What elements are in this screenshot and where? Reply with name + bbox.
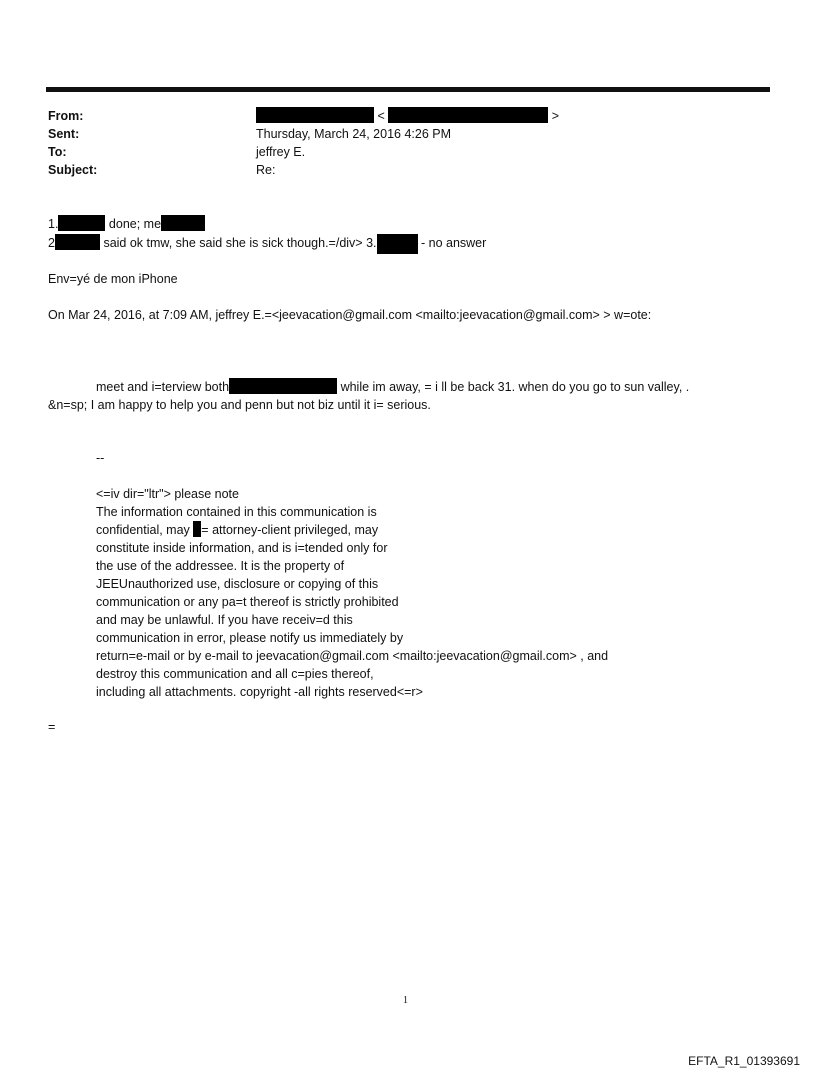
to-value: jeffrey E. [256,145,306,159]
redaction-block [161,215,205,231]
disclaimer-line-2: confidential, may = attorney-client privileged, may [96,523,379,537]
quote-intro: On Mar 24, 2016, at 7:09 AM, jeffrey E.=<jeevacation@gmail.com <mailto:jeevacation@gmail.com> > w=ote: [48,308,652,322]
trailing-equals: = [48,720,56,734]
redaction-block [377,234,418,254]
redaction-block [55,234,100,250]
subject-value: Re: [256,163,276,177]
disclaimer-line-6: communication or any pa=t thereof is strictly prohibited [96,595,399,609]
from-label: From: [48,109,84,123]
redaction-block [58,215,105,231]
to-label: To: [48,145,67,159]
page-number: 1 [403,995,408,1006]
subject-label: Subject: [48,163,98,177]
quoted-paragraph-line-1: meet and i=terview both while im away, = i ll be back 31. when do you go to sun valley, . [96,380,690,394]
disclaimer-line-3: constitute inside information, and is i=tended only for [96,541,388,555]
redaction-block [229,378,337,394]
body-line-1: 1. done; me [48,215,205,233]
disclaimer-line-4: the use of the addressee. It is the property of [96,559,345,573]
sent-value: Thursday, March 24, 2016 4:26 PM [256,127,452,141]
disclaimer-line-5: JEEUnauthorized use, disclosure or copying of this [96,577,379,591]
disclaimer-line-11: including all attachments. copyright -all rights reserved<=r> [96,685,423,699]
quoted-paragraph-line-2: &n=sp; I am happy to help you and penn but not biz until it i= serious. [48,398,431,412]
div-line: <=iv dir="ltr"> please note [96,487,239,501]
redaction-block [388,107,548,123]
body-line-2: 2 said ok tmw, she said she is sick though.=/div> 3. - no answer [48,234,486,254]
document-id: EFTA_R1_01393691 [688,1054,800,1068]
signature-dashes: -- [96,451,105,465]
disclaimer-line-8: communication in error, please notify us immediately by [96,631,404,645]
disclaimer-line-10: destroy this communication and all c=pies thereof, [96,667,374,681]
header-rule [46,87,770,92]
signature-line: Env=yé de mon iPhone [48,272,178,286]
sent-label: Sent: [48,127,80,141]
redaction-block [256,107,374,123]
from-value [256,107,559,125]
disclaimer-line-7: and may be unlawful. If you have receiv=d this [96,613,353,627]
from-lt: < [377,109,385,123]
from-gt: > [551,109,560,123]
disclaimer-line-9: return=e-mail or by e-mail to jeevacation@gmail.com <mailto:jeevacation@gmail.com> , and [96,649,609,663]
disclaimer-line-1: The information contained in this communication is [96,505,377,519]
